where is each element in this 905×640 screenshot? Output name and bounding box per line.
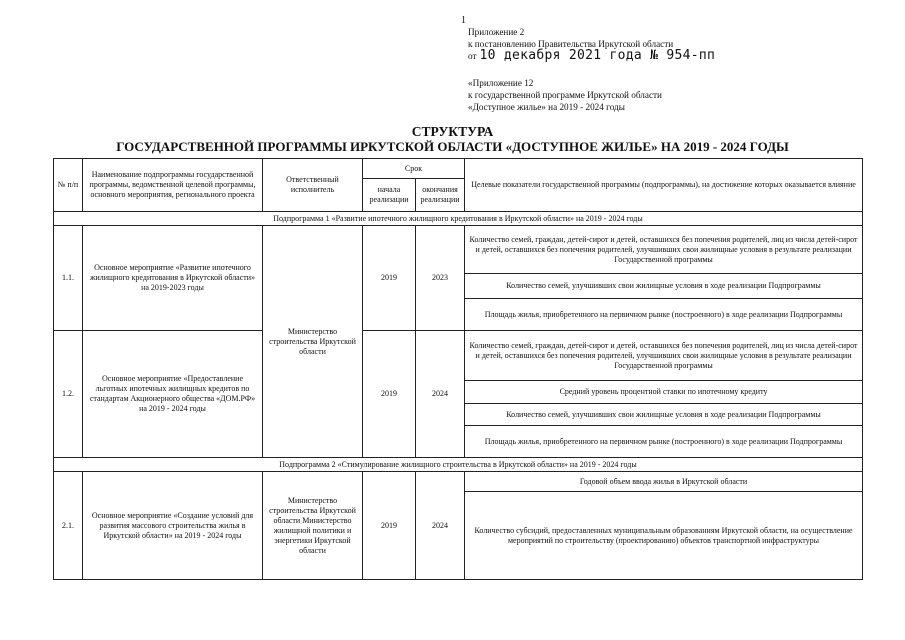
row-2-1-indicator-2: Количество субсидий, предоставленных муниципальным образованиям Иркутской области, на осуществление мероприятий по строительству (проектированию) объектов транспортной инфраструктуры — [465, 492, 863, 580]
appendix-date-line — [468, 50, 715, 62]
row-2-1-responsible: Министерство строительства Иркутской области Министерство жилищной политики и энергетики Иркутской области — [263, 472, 363, 580]
row-1-1-num: 1.1. — [54, 226, 83, 331]
page-number: 1 — [461, 15, 466, 26]
subprogram-row — [54, 212, 863, 226]
structure-table — [53, 158, 863, 580]
document-subtitle: ГОСУДАРСТВЕННОЙ ПРОГРАММЫ ИРКУТСКОЙ ОБЛАСТИ «ДОСТУПНОЕ ЖИЛЬЕ» НА 2019 - 2024 ГОДЫ — [116, 139, 789, 154]
row-1-2-indicator-4: Площадь жилья, приобретенного на первичном рынке (построенного) в ходе реализации Подпрограммы — [465, 426, 863, 458]
header-term: Срок — [363, 159, 465, 179]
subprogram-row — [54, 458, 863, 472]
header-end: окончания реализации — [416, 179, 465, 212]
original-appendix-header — [468, 77, 662, 113]
header-responsible: Ответственный исполнитель — [263, 159, 363, 212]
appendix-title: Приложение 2 — [468, 27, 525, 37]
row-1-2-num: 1.2. — [54, 331, 83, 458]
appendix-header — [468, 26, 715, 62]
row-1-1-end: 2023 — [416, 226, 465, 331]
row-1-2-indicator-1: Количество семей, граждан, детей-сирот и детей, оставшихся без попечения родителей, лиц из числа детей-сирот и детей, оставшихся без попечения родителей, улучшивших свои жилищные условия в результате реализации Государственной программы — [465, 331, 863, 381]
responsible-ministry-cell: Министерство строительства Иркутской области — [263, 226, 363, 458]
row-1-1-indicator-3: Площадь жилья, приобретенного на первичном рынке (построенного) в ходе реализации Подпрограммы — [465, 299, 863, 331]
original-appendix-program-ref: к государственной программе Иркутской области — [468, 90, 662, 100]
original-appendix-program-name: «Доступное жилье» на 2019 - 2024 годы — [468, 102, 625, 112]
row-2-1-name: Основное мероприятие «Создание условий для развития массового строительства жилья в Иркутской области» на 2019 - 2024 годы — [83, 472, 263, 580]
row-2-1-end: 2024 — [416, 472, 465, 580]
original-appendix-title: «Приложение 12 — [468, 78, 534, 88]
header-indicators: Целевые показатели государственной программы (подпрограммы), на достижение которых оказывается влияние — [465, 159, 863, 212]
document-title: СТРУКТУРА — [411, 124, 494, 139]
row-1-2-indicator-3: Количество семей, улучшивших свои жилищные условия в ходе реализации Подпрограммы — [465, 404, 863, 426]
row-1-2-end: 2024 — [416, 331, 465, 458]
document-title-block — [0, 124, 905, 154]
appendix-decree-ref: к постановлению Правительства Иркутской области — [468, 39, 674, 49]
date-prefix: от — [468, 51, 477, 61]
subprogram-2-title: Подпрограмма 2 «Стимулирование жилищного строительства в Иркутской области» на 2019 - 2024 годы — [54, 458, 863, 472]
row-1-1-start: 2019 — [363, 226, 416, 331]
table-header-row — [54, 159, 863, 179]
row-1-1-name: Основное мероприятие «Развитие ипотечного жилищного кредитования в Иркутской области» на 2019-2023 годы — [83, 226, 263, 331]
header-name: Наименование подпрограммы государственной программы, ведомственной целевой программы, основного мероприятия, регионального проекта — [83, 159, 263, 212]
row-1-2-name: Основное мероприятие «Предоставление льготных ипотечных жилищных кредитов по стандартам Акционерного общества «ДОМ.РФ» на 2019 - 2024 годы — [83, 331, 263, 458]
row-2-1-start: 2019 — [363, 472, 416, 580]
row-1-2-indicator-2: Средний уровень процентной ставки по ипотечному кредиту — [465, 381, 863, 404]
row-1-1-indicator-2: Количество семей, улучшивших свои жилищные условия в ходе реализации Подпрограммы — [465, 274, 863, 299]
row-2-1-num: 2.1. — [54, 472, 83, 580]
row-1-2-start: 2019 — [363, 331, 416, 458]
header-start: начала реализации — [363, 179, 416, 212]
table-row — [54, 331, 863, 381]
date-stamp: 10 декабря 2021 года № 954-пп — [479, 48, 716, 63]
row-1-1-indicator-1: Количество семей, граждан, детей-сирот и детей, оставшихся без попечения родителей, лиц из числа детей-сирот и детей, оставшихся без попечения родителей, улучшивших свои жилищные условия в результате реализации Государственной программы — [465, 226, 863, 274]
table-row — [54, 472, 863, 492]
header-num: № п/п — [54, 159, 83, 212]
subprogram-1-title: Подпрограмма 1 «Развитие ипотечного жилищного кредитования в Иркутской области» на 2019 - 2024 годы — [54, 212, 863, 226]
row-2-1-indicator-1: Годовой объем ввода жилья в Иркутской области — [465, 472, 863, 492]
table-row — [54, 226, 863, 274]
